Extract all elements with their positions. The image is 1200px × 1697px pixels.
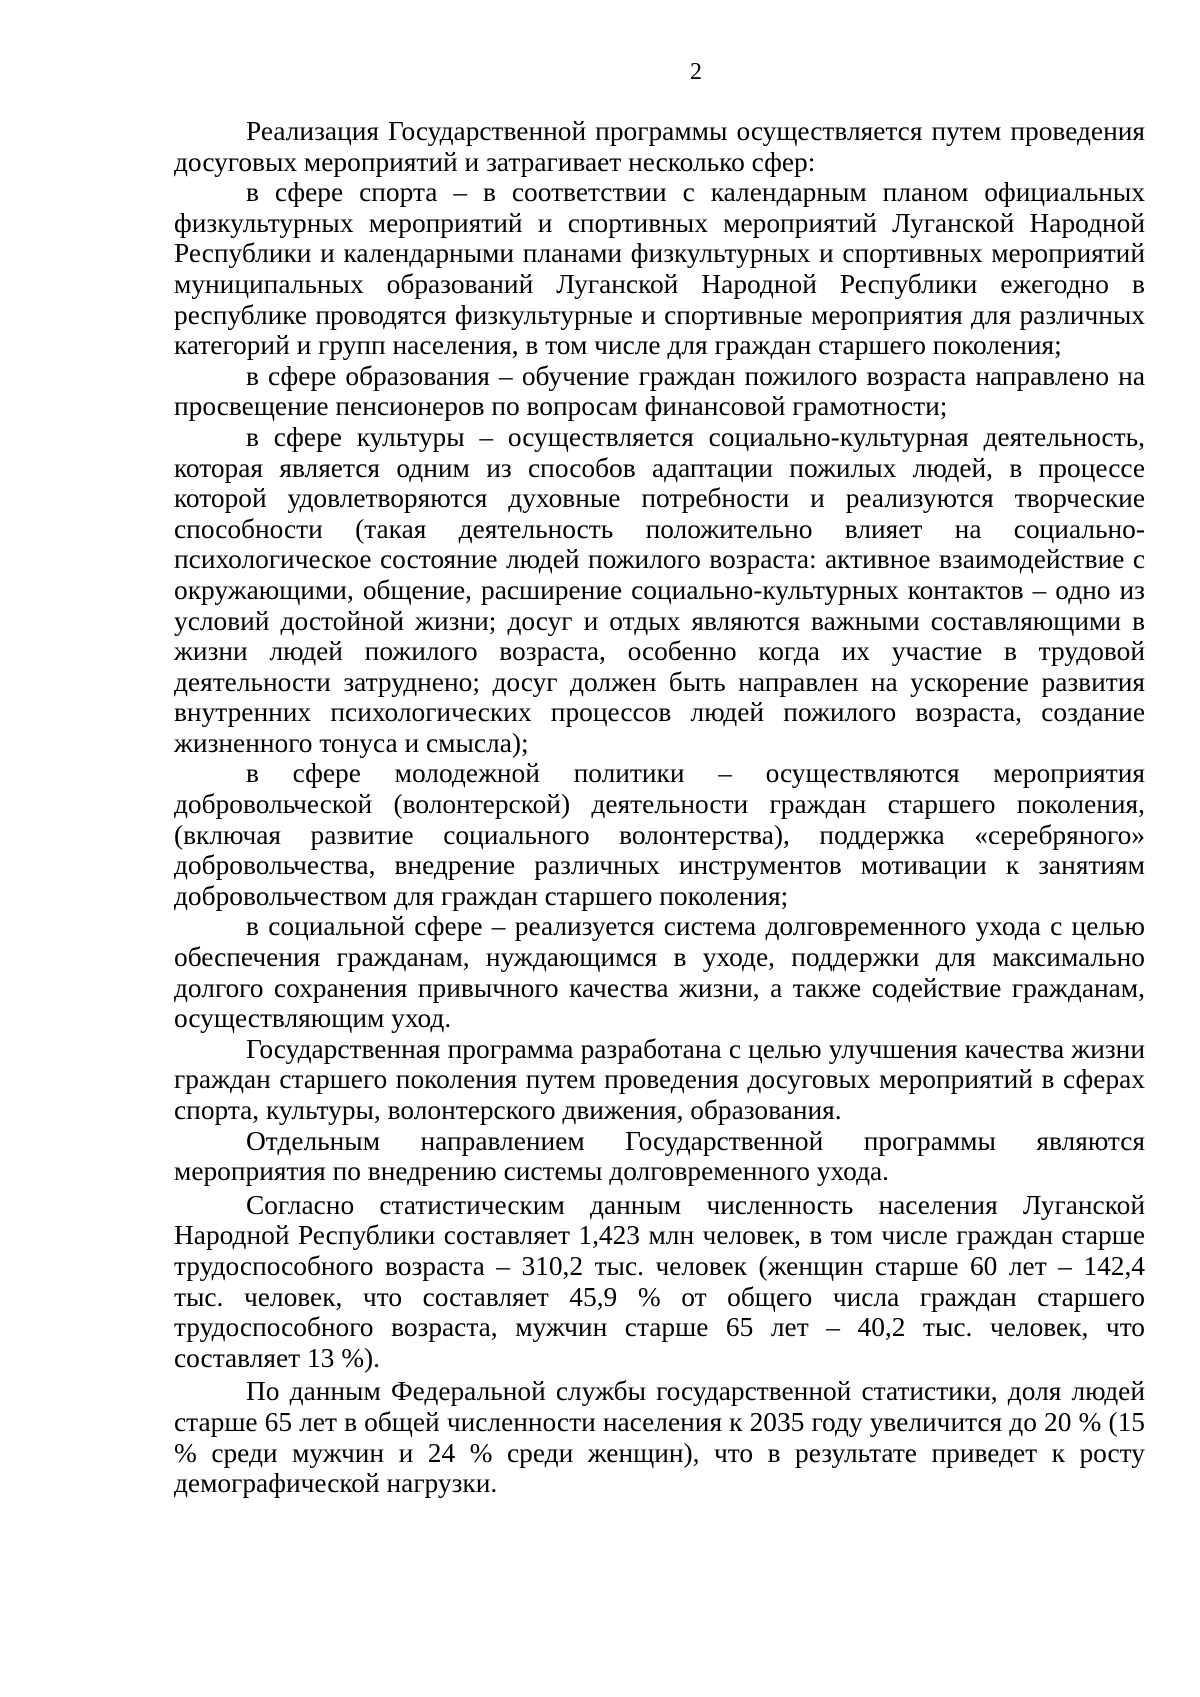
paragraph-social: в социальной сфере – реализуется система долговременного ухода с целью обеспечения гражданам, нуждающимся в уходе, поддержки для максимально долгого сохранения привычного качества жизни, а также содействие гражданам, осуществляющим уход.	[174, 911, 1145, 1034]
paragraph-sport: в сфере спорта – в соответствии с календарным планом официальных физкультурных мероприятий и спортивных мероприятий Луганской Народной Республики и календарными планами физкультурных и спортивных мероприятий муниципальных образований Луганской Народной Республики ежегодно в республике проводятся физкультурные и спортивные мероприятия для различных категорий и групп населения, в том числе для граждан старшего поколения;	[174, 177, 1145, 361]
paragraph-program-goal: Государственная программа разработана с целью улучшения качества жизни граждан старшего поколения путем проведения досуговых мероприятий в сферах спорта, культуры, волонтерского движения, образования.	[174, 1033, 1145, 1125]
paragraph-youth-policy: в сфере молодежной политики – осуществляются мероприятия добровольческой (волонтерской) деятельности граждан старшего поколения, (включая развитие социального волонтерства), поддержка «серебряного» добровольчества, внедрение различных инструментов мотивации к занятиям добровольчеством для граждан старшего поколения;	[174, 758, 1145, 911]
paragraph-long-term-care: Отдельным направлением Государственной программы являются мероприятия по внедрению системы долговременного ухода.	[174, 1125, 1145, 1187]
page-number: 2	[690, 59, 702, 85]
paragraph-statistics: Согласно статистическим данным численность населения Луганской Народной Республики составляет 1,423 млн человек, в том числе граждан старше трудоспособного возраста – 310,2 тыс. человек (женщин старше 60 лет – 142,4 тыс. человек, что составляет 45,9 % от общего числа граждан старшего трудоспособного возраста, мужчин старше 65 лет – 40,2 тыс. человек, что составляет 13 %).	[174, 1189, 1145, 1373]
paragraph-forecast: По данным Федеральной службы государственной статистики, доля людей старше 65 лет в общей численности населения к 2035 году увеличится до 20 % (15 % среди мужчин и 24 % среди женщин), что в результате приведет к росту демографической нагрузки.	[174, 1376, 1145, 1499]
paragraph-education: в сфере образования – обучение граждан пожилого возраста направлено на просвещение пенсионеров по вопросам финансовой грамотности;	[174, 360, 1145, 422]
paragraph-culture: в сфере культуры – осуществляется социально-культурная деятельность, которая является одним из способов адаптации пожилых людей, в процессе которой удовлетворяются духовные потребности и реализуются творческие способности (такая деятельность положительно влияет на социально-психологическое состояние людей пожилого возраста: активное взаимодействие с окружающими, общение, расширение социально-культурных контактов – одно из условий достойной жизни; досуг и отдых являются важными составляющими в жизни людей пожилого возраста, особенно когда их участие в трудовой деятельности затруднено; досуг должен быть направлен на ускорение развития внутренних психологических процессов людей пожилого возраста, создание жизненного тонуса и смысла);	[174, 421, 1145, 758]
document-body	[174, 116, 1145, 1499]
paragraph-intro: Реализация Государственной программы осуществляется путем проведения досуговых мероприятий и затрагивает несколько сфер:	[174, 116, 1145, 177]
